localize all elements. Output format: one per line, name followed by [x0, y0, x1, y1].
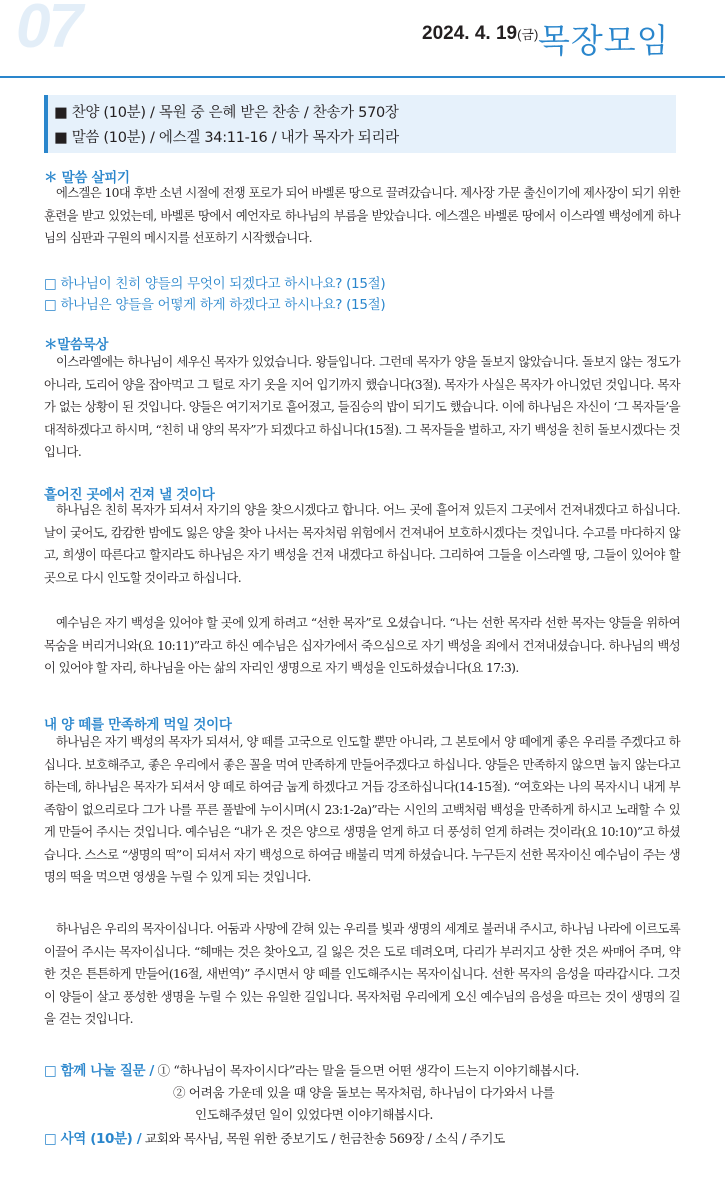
rescue-body-2: 예수님은 자기 백성을 있어야 할 곳에 있게 하려고 “선한 목자”로 오셨습니다. “나는 선한 목자라 선한 목자는 양들을 위하여 목숨을 버리거니와(요 10:11)”라고 하신 예수님은 십자가에서 죽으심으로 자기 백성을 죄에서 건져내셨습니다. 하나님의 백성이 있어야 할 자리, 하나님을 아는 삶의 자리인 생명으로 자기 백성을 인도하셨습니다(요 17:3).: [44, 616, 680, 675]
weekday: (금): [517, 27, 539, 42]
share-question-2b: 인도해주셨던 일이 있었다면 이야기해봅시다.: [195, 1107, 433, 1122]
share-label: □ 함께 나눌 질문 /: [44, 1063, 154, 1079]
order-hymn: ■ 찬양 (10분) / 목원 중 은혜 받은 찬송 / 찬송가 570장: [54, 105, 399, 121]
header-divider: [0, 76, 725, 78]
closing-line: [44, 1127, 694, 1147]
share-question-1-line: [44, 1059, 694, 1079]
feed-body-2: 하나님은 우리의 목자이십니다. 어둠과 사망에 갇혀 있는 우리를 빛과 생명의 세계로 불러내 주시고, 하나님 나라에 이르도록 이끌어 주시는 목자이십니다. “헤매는 것은 찾아오고, 길 잃은 것은 도로 데려오며, 다리가 부러지고 상한 것은 싸매어 주며, 약한 것은 튼튼하게 만들어(16절, 새번역)” 주시면서 양 떼를 인도해주시는 목자이십니다. 선한 목자의 음성을 따라갑시다. 그것이 양들이 살고 풍성한 생명을 누릴 수 있는 유일한 길입니다. 목자처럼 우리에게 오신 예수님의 음성을 따르는 것이 생명의 길을 걷는 것입니다.: [44, 922, 680, 1026]
question-2: □ 하나님은 양들을 어떻게 하게 하겠다고 하시나요? (15절): [44, 297, 386, 313]
rescue-body-1: 하나님은 친히 목자가 되셔서 자기의 양을 찾으시겠다고 합니다. 어느 곳에 흩어져 있든지 그곳에서 건져내겠다고 하십니다. 날이 궂어도, 캄캄한 밤에도 잃은 양을 찾아 나서는 목자처럼 위험에서 건져내어 보호하시겠다는 것입니다. 수고를 마다하지 않고, 희생이 따른다고 할지라도 하나님은 자기 백성을 건져 내겠다고 하십니다. 그리하여 그들을 이스라엘 땅, 그들이 있어야 할 곳으로 다시 인도할 것이라고 하십니다.: [44, 503, 680, 585]
question-1: □ 하나님이 친히 양들의 무엇이 되겠다고 하시나요? (15절): [44, 276, 386, 292]
meditation-heading: ＊말씀묵상: [44, 337, 109, 353]
share-question-2a: ② 어려움 가운데 있을 때 양을 돌보는 목자처럼, 하나님이 다가와서 나를: [173, 1085, 555, 1100]
intro-body: 에스겔은 10대 후반 소년 시절에 전쟁 포로가 되어 바벨론 땅으로 끌려갔습니다. 제사장 가문 출신이기에 제사장이 되기 위한 훈련을 받고 있었는데, 바벨론 땅에서 예언자로 하나님의 부름을 받았습니다. 에스겔은 바벨론 땅에서 이스라엘 백성에게 하나님의 심판과 구원의 메시지를 선포하기 시작했습니다.: [44, 186, 680, 245]
closing-label: □ 사역 (10분) /: [44, 1131, 142, 1147]
page-title: 목장모임: [538, 21, 670, 60]
feed-body-1: 하나님은 자기 백성의 목자가 되셔서, 양 떼를 고국으로 인도할 뿐만 아니라, 그 본토에서 양 떼에게 좋은 우리를 주겠다고 하십니다. 보호해주고, 좋은 우리에서 좋은 꼴을 먹여 만족하게 만들어주겠다고 하십니다. 양들은 만족하지 않으면 눕지 않는다고 하는데, 하나님은 목자가 되셔서 양 떼로 하여금 눕게 하겠다고 거듭 강조하십니다(14-15절). “여호와는 나의 목자시니 내게 부족함이 없으리로다 그가 나를 푸른 풀밭에 누이시며(시 23:1-2a)”라는 시인의 고백처럼 백성을 만족하게 하시고 노래할 수 있게 만들어 주시는 것입니다. 예수님은 “내가 온 것은 양으로 생명을 얻게 하고 더 풍성히 얻게 하려는 것이라(요 10:10)”고 하셨습니다. 스스로 “생명의 떡”이 되셔서 자기 백성으로 하여금 배불리 먹게 하셨습니다. 누구든지 선한 목자이신 예수님이 주는 생명의 떡을 먹으면 영생을 누릴 수 있게 되는 것입니다.: [44, 735, 680, 884]
order-word: ■ 말씀 (10분) / 에스겔 34:11-16 / 내가 목자가 되리라: [54, 130, 399, 146]
meeting-date: [422, 23, 538, 45]
week-number: 07: [16, 0, 81, 61]
share-question-1: ① “하나님이 목자이시다”라는 말을 들으면 어떤 생각이 드는지 이야기해봅시다.: [157, 1063, 579, 1078]
intro-heading: ＊ 말씀 살피기: [44, 170, 130, 186]
feed-heading: 내 양 떼를 만족하게 먹일 것이다: [44, 717, 232, 733]
date-text: 2024. 4. 19: [422, 23, 518, 44]
closing-text: 교회와 목사님, 목원 위한 중보기도 / 헌금찬송 569장 / 소식 / 주기도: [144, 1131, 505, 1146]
rescue-heading: 흩어진 곳에서 건져 낼 것이다: [44, 487, 215, 503]
meditation-body: 이스라엘에는 하나님이 세우신 목자가 있었습니다. 왕들입니다. 그런데 목자가 양을 돌보지 않았습니다. 돌보지 않는 정도가 아니라, 도리어 양을 잡아먹고 그 털로 자기 옷을 지어 입기까지 했습니다(3절). 목자가 사실은 목자가 아니었던 것입니다. 목자가 없는 상황이 된 것입니다. 양들은 여기저기로 흩어졌고, 들짐승의 밥이 되기도 했습니다. 이에 하나님은 자신이 ‘그 목자들’을 대적하겠다고 하시며, “친히 내 양의 목자”가 되겠다고 하십니다(15절). 그 목자들을 벌하고, 자기 백성을 친히 돌보시겠다는 것입니다.: [44, 355, 680, 459]
